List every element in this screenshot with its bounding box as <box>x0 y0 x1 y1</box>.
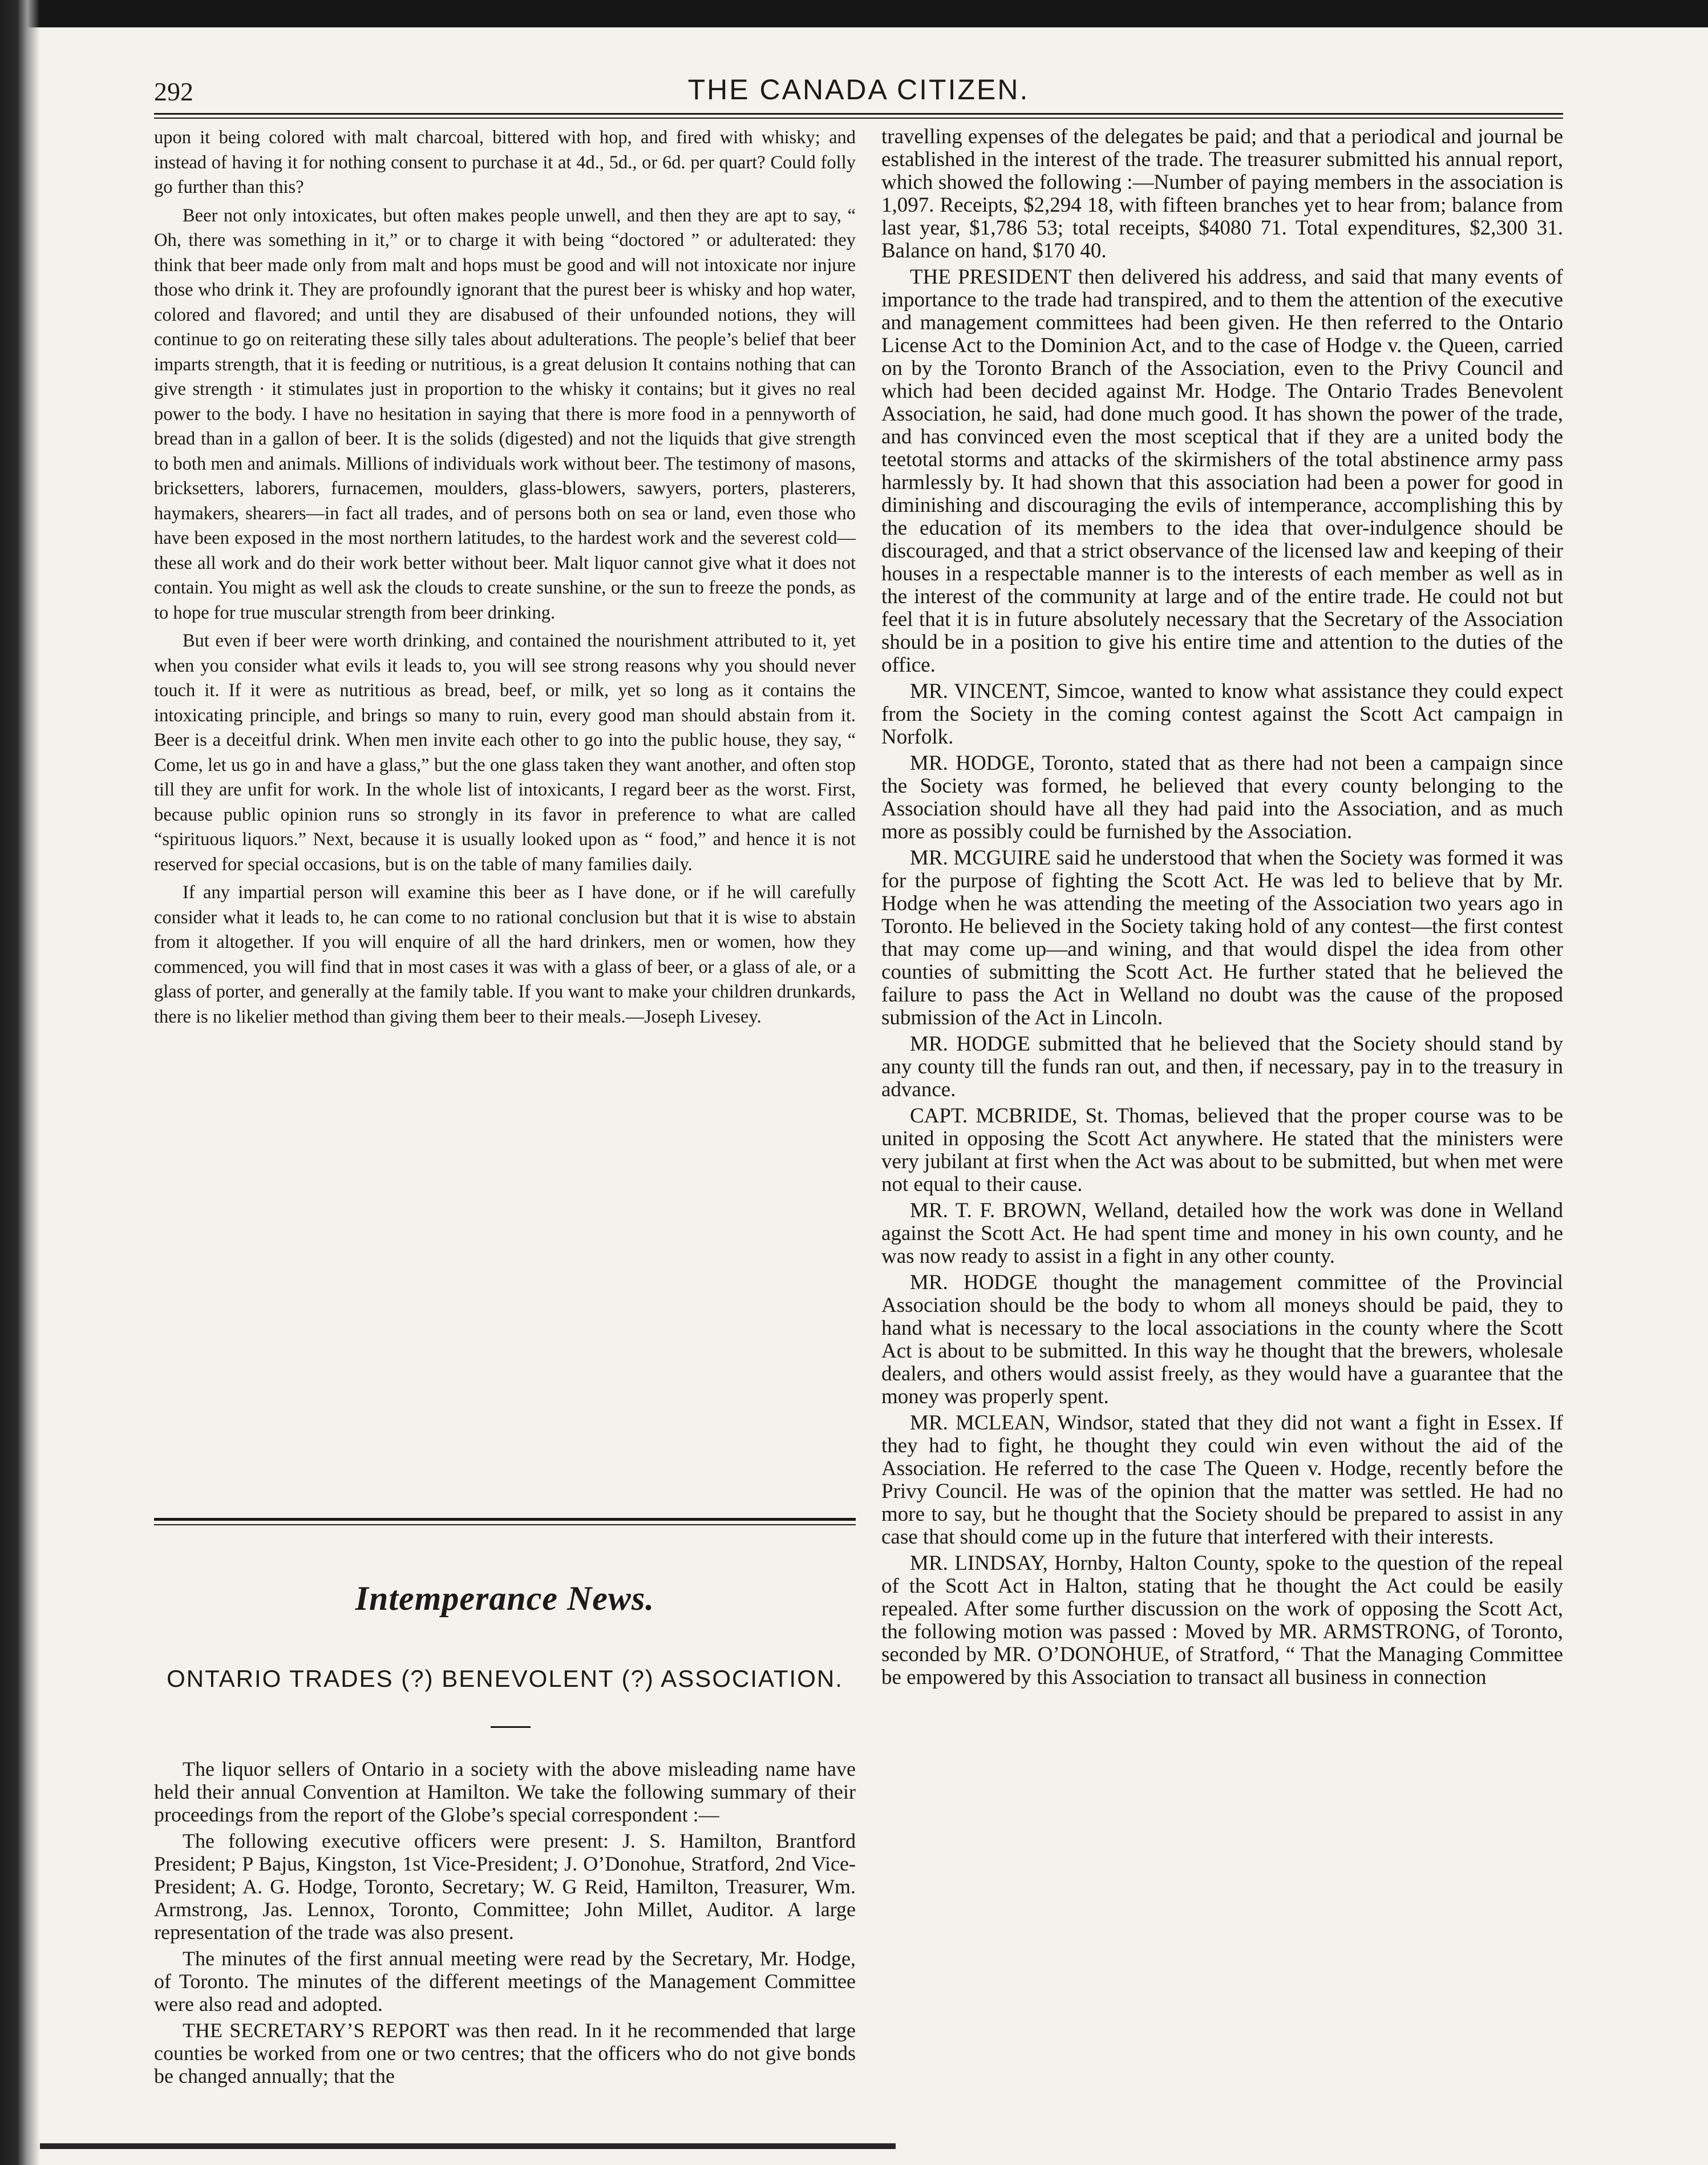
scan-binding-edge <box>0 0 40 2165</box>
report-paragraph: CAPT. MCBRIDE, St. Thomas, believed that the proper course was to be united in opposing the Scott Act anywhere. He stated that the ministers were very jubilant at first when the Act was about to be submitted, but when met were not equal to their cause. <box>881 1104 1563 1196</box>
report-paragraph: MR. HODGE, Toronto, stated that as there had not been a campaign since the Society was formed, he believed that every county belonging to the Association should have all they had paid into the Association, and as much more as possibly could be furnished by the Association. <box>881 752 1563 843</box>
left-column <box>154 126 856 2087</box>
report-paragraph: travelling expenses of the delegates be paid; and that a periodical and journal be established in the interest of the trade. The treasurer submitted his annual report, which showed the following :—Number of paying members in the association is 1,097. Receipts, $2,294 18, with fifteen branches yet to hear from; balance from last year, $1,786 53; total receipts, $4080 71. Total expenditures, $2,300 31. Balance on hand, $170 40. <box>881 126 1563 262</box>
report-paragraph: MR. MCGUIRE said he understood that when the Society was formed it was for the purpose of fighting the Scott Act. He was led to believe that by Mr. Hodge when he was attending the meeting of the Association two years ago in Toronto. He believed in the Society taking hold of any contest—the first contest that may come up—and wining, and that would dispel the idea from other counties of submitting the Scott Act. He further stated that he believed the failure to pass the Act in Welland no doubt was the cause of the proposed submission of the Act in Lincoln. <box>881 846 1563 1029</box>
article-paragraph: THE SECRETARY’S REPORT was then read. In it he recommended that large counties be worked from one or two centres; that the officers who do not give bonds be changed annually; that the <box>154 2019 856 2087</box>
article-paragraph: The minutes of the first annual meeting were read by the Secretary, Mr. Hodge, of Toronto. The minutes of the different meetings of the Management Committee were also read and adopted. <box>154 1947 856 2015</box>
title-rule <box>491 1726 531 1728</box>
essay-paragraph: Beer not only intoxicates, but often makes people unwell, and then they are apt to say, “ Oh, there was something in it,” or to charge it with being “doctored ” or adulterated: they think that beer made only from malt and hops must be good and will not intoxicate nor injure those who drink it. They are profoundly ignorant that the purest beer is whisky and hop water, colored and flavored; and until they are disabused of their unfounded notions, they will continue to go on reiterating these silly tales about adulterations. The people’s belief that beer imparts strength, that it is feeding or nutritious, is a great delusion It contains nothing that can give strength · it stimulates just in proportion to the whisky it contains; but it gives no real power to the body. I have no hesitation in saying that there is more food in a pennyworth of bread than in a gallon of beer. It is the solids (digested) and not the liquids that give strength to both men and animals. Millions of individuals work without beer. The testimony of masons, bricksetters, laborers, furnacemen, moulders, glass-blowers, sawyers, porters, plasterers, haymakers, shearers—in fact all trades, and of persons both on sea or land, even those who have been exposed in the most northern latitudes, to the hardest work and the severest cold—these all work and do their work better without beer. Malt liquor cannot give what it does not contain. You might as well ask the clouds to create sunshine, or the sun to freeze the ponds, as to hope for true muscular strength from beer drinking. <box>154 205 856 623</box>
header-rule <box>154 113 1563 119</box>
report-paragraph: MR. VINCENT, Simcoe, wanted to know what assistance they could expect from the Society in the coming contest against the Scott Act campaign in Norfolk. <box>881 680 1563 749</box>
article-body <box>154 1758 856 2091</box>
report-paragraph: MR. MCLEAN, Windsor, stated that they did not want a fight in Essex. If they had to fight, he thought they could win even without the aid of the Association. He referred to the case The Queen v. Hodge, recently before the Privy Council. He was of the opinion that the matter was settled. He had no more to say, but he thought that the Society should be prepared to assist in any case that should come up in the future that interfered with their interests. <box>881 1411 1563 1549</box>
essay-paragraph: But even if beer were worth drinking, and contained the nourishment attributed to it, yet when you consider what evils it leads to, you will see strong reasons why you should never touch it. If it were as nutritious as bread, beef, or milk, yet so long as it contains the intoxicating principle, and brings so many to ruin, every good man should abstain from it. Beer is a deceitful drink. When men invite each other to go into the public house, they say, “ Come, let us go in and have a glass,” but the one glass taken they want another, and often stop till they are unfit for work. In the whole list of intoxicants, I regard beer as the worst. First, because public opinion runs so strongly in its favor in preference to what are called “spirituous liquors.” Next, because it is usually looked upon as “ food,” and hence it is not reserved for special occasions, but is on the table of many families daily. <box>154 631 856 875</box>
scan-top-edge <box>0 0 1708 27</box>
section-heading: Intemperance News. <box>355 1580 655 1617</box>
section-divider <box>154 1518 856 1525</box>
article-paragraph: The following executive officers were present: J. S. Hamilton, Brantford President; P Bajus, Kingston, 1st Vice-President; J. O’Donohue, Stratford, 2nd Vice-President; A. G. Hodge, Toronto, Secretary; W. G Reid, Hamilton, Treasurer, Wm. Armstrong, Jas. Lennox, Toronto, Committee; John Millet, Auditor. A large representation of the trade was also present. <box>154 1829 856 1944</box>
scan-bottom-edge <box>40 2143 896 2149</box>
masthead-title: THE CANADA CITIZEN. <box>687 74 1030 106</box>
essay-paragraph: If any impartial person will examine this beer as I have done, or if he will carefully consider what it leads to, he can come to no rational conclusion but that it is wise to abstain from it altogether. If you will enquire of all the hard drinkers, men or women, how they commenced, you will find that in most cases it was with a glass of beer, or a glass of ale, or a glass of porter, and generally at the family table. If you want to make your children drunkards, there is no likelier method than giving them beer to their meals.—Joseph Livesey. <box>154 882 856 1027</box>
essay-paragraph: upon it being colored with malt charcoal, bittered with hop, and fired with whisky; and instead of having it for nothing consent to purchase it at 4d., 5d., or 6d. per quart? Could folly go further than this? <box>154 127 856 197</box>
report-paragraph: MR. LINDSAY, Hornby, Halton County, spoke to the question of the repeal of the Scott Act in Halton, stating that he thought the Act could be easily repealed. After some further discussion on the work of opposing the Scott Act, the following motion was passed : Moved by MR. ARMSTRONG, of Toronto, seconded by MR. O’DONOHUE, of Stratford, “ That the Managing Committee be empowered by this Association to transact all business in connection <box>881 1552 1563 1689</box>
report-paragraph: MR. T. F. BROWN, Welland, detailed how the work was done in Welland against the Scott Act. He had spent time and money in his own county, and he was now ready to assist in a fight in any other county. <box>881 1199 1563 1268</box>
report-paragraph: MR. HODGE thought the management committee of the Provincial Association should be the body to whom all moneys should be paid, they to hand what is necessary to the local associations in the county where the Scott Act is about to be submitted. In this way he thought that the brewers, wholesale dealers, and others would assist freely, as they would have a guarantee that the money was properly spent. <box>881 1271 1563 1408</box>
convention-report <box>881 126 1563 2111</box>
essay-text <box>154 126 856 1381</box>
right-column <box>881 126 1563 2111</box>
article-title: ONTARIO TRADES (?) BENEVOLENT (?) ASSOCIATION. <box>167 1665 843 1692</box>
report-paragraph: THE PRESIDENT then delivered his address, and said that many events of importance to the trade had transpired, and to them the attention of the executive and management committees had been given. He then referred to the Ontario License Act to the Dominion Act, and to the case of Hodge v. the Queen, carried on by the Toronto Branch of the Association, even to the Privy Council and which had been decided against Mr. Hodge. The Ontario Trades Benevolent Association, he said, had done much good. It has shown the power of the trade, and has convinced even the most sceptical that if they are a united body the teetotal storms and attacks of the skirmishers of the total abstinence army pass harmlessly by. It had shown that this association had been a power for good in diminishing and discouraging the evils of intemperance, accomplishing this by the education of its members to the idea that over-indulgence should be discouraged, and that a strict observance of the licensed law and keeping of their houses in a respectable manner is to the interests of each member as well as in the interest of the community at large and of the entire trade. He could not but feel that it is in future absolutely necessary that the Secretary of the Association should be in a position to give his entire time and attention to the duties of the office. <box>881 265 1563 677</box>
article-paragraph: The liquor sellers of Ontario in a society with the above misleading name have held their annual Convention at Hamilton. We take the following summary of their proceedings from the report of the Globe’s special correspondent :— <box>154 1758 856 1826</box>
report-paragraph: MR. HODGE submitted that he believed that the Society should stand by any county till the funds ran out, and then, if necessary, pay in to the treasury in advance. <box>881 1032 1563 1101</box>
page-number: 292 <box>154 77 193 106</box>
page-header <box>154 73 1563 113</box>
